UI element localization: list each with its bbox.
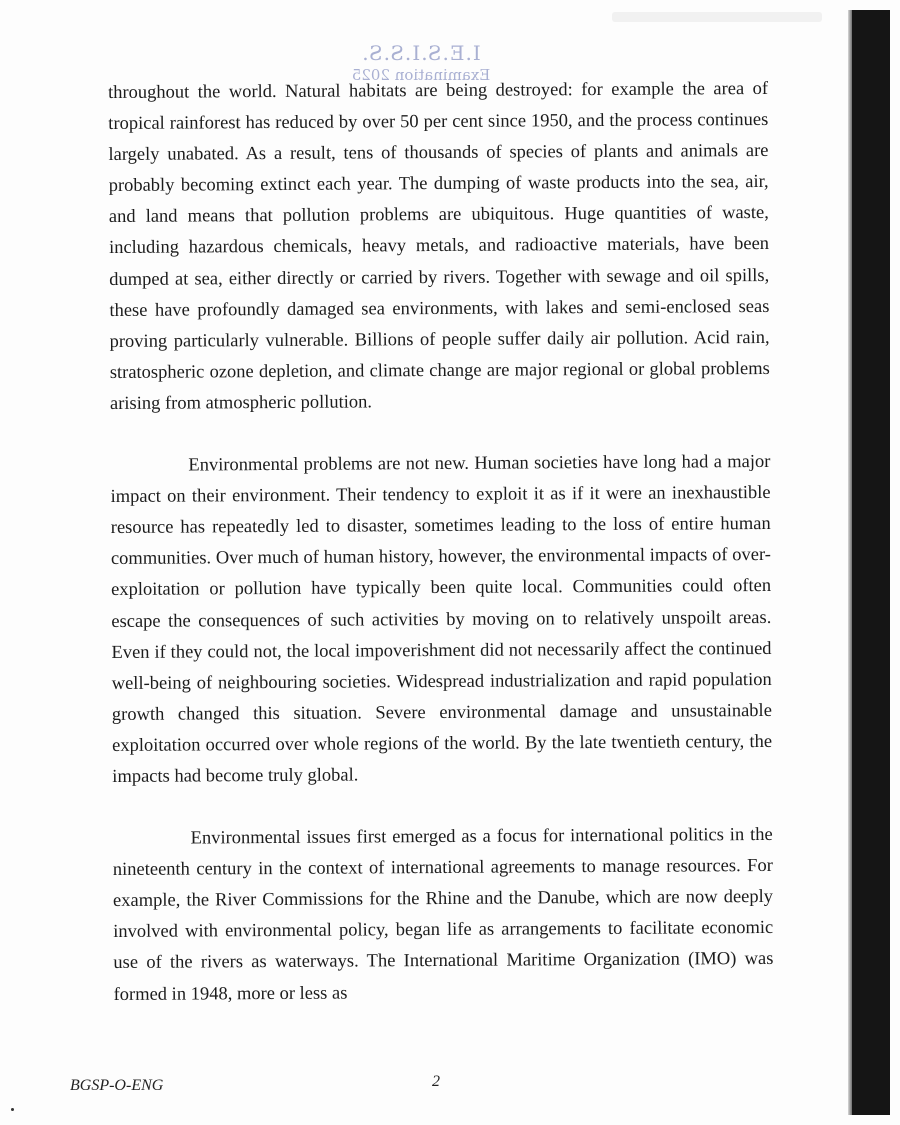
paragraph-3: Environmental issues first emerged as a focus for international politics in the nineteenth century in the context of international agreements to manage resources. For example, the River Commissions for the Rhine and the Danube, which are now deeply involved with environmental policy, began life as arrangements to facilitate economic use of the rivers as waterways. The International Maritime Organization (IMO) was formed in 1948, more or less as bbox=[112, 825, 774, 1005]
footer-course-code: BGSP-O-ENG bbox=[70, 1077, 164, 1094]
scan-speck bbox=[11, 1108, 14, 1111]
page-number: 2 bbox=[432, 1073, 440, 1090]
binding-edge bbox=[852, 10, 890, 1115]
paragraph-2: Environmental problems are not new. Human societies have long had a major impact on their environment. Their tendency to exploit it as if it were an inexhaustible resource has repeatedly led to disaster, sometimes leading to the loss of entire human communities. Over much of human history, however, the environmental impacts of over-exploitation or pollution have typically been quite local. Communities could often escape the consequences of such activities by moving on to relatively unspoilt areas. Even if they could not, the local impoverishment did not necessarily affect the continued well-being of neighbouring societies. Widespread industrialization and rapid population growth changed this situation. Severe environmental damage and unsustainable exploitation occurred over whole regions of the world. By the late twentieth century, the impacts had become truly global. bbox=[110, 451, 773, 787]
bleed-through-mark bbox=[612, 12, 822, 22]
stamp-line-2: Examination 2025 bbox=[351, 66, 491, 84]
paragraph-1: throughout the world. Natural habitats are being destroyed: for example the area of tropical rainforest has reduced by over 50 per cent since 1950, and the process continues largely unabated. As a result, tens of thousands of species of plants and animals are probably becoming extinct each year. The dumping of waste products into the sea, air, and land means that pollution problems are ubiquitous. Huge quantities of waste, including hazardous chemicals, heavy metals, and radioactive materials, have been dumped at sea, either directly or carried by rivers. Together with sewage and oil spills, these have profoundly damaged sea environments, with lakes and semi-enclosed seas proving particularly vulnerable. Billions of people suffer daily air pollution. Acid rain, stratospheric ozone depletion, and climate change are major regional or global problems arising from atmospheric pollution. bbox=[108, 78, 770, 414]
body-text bbox=[108, 74, 774, 1011]
stamp-line-1: I.E.S.I.S.S. bbox=[361, 41, 481, 65]
